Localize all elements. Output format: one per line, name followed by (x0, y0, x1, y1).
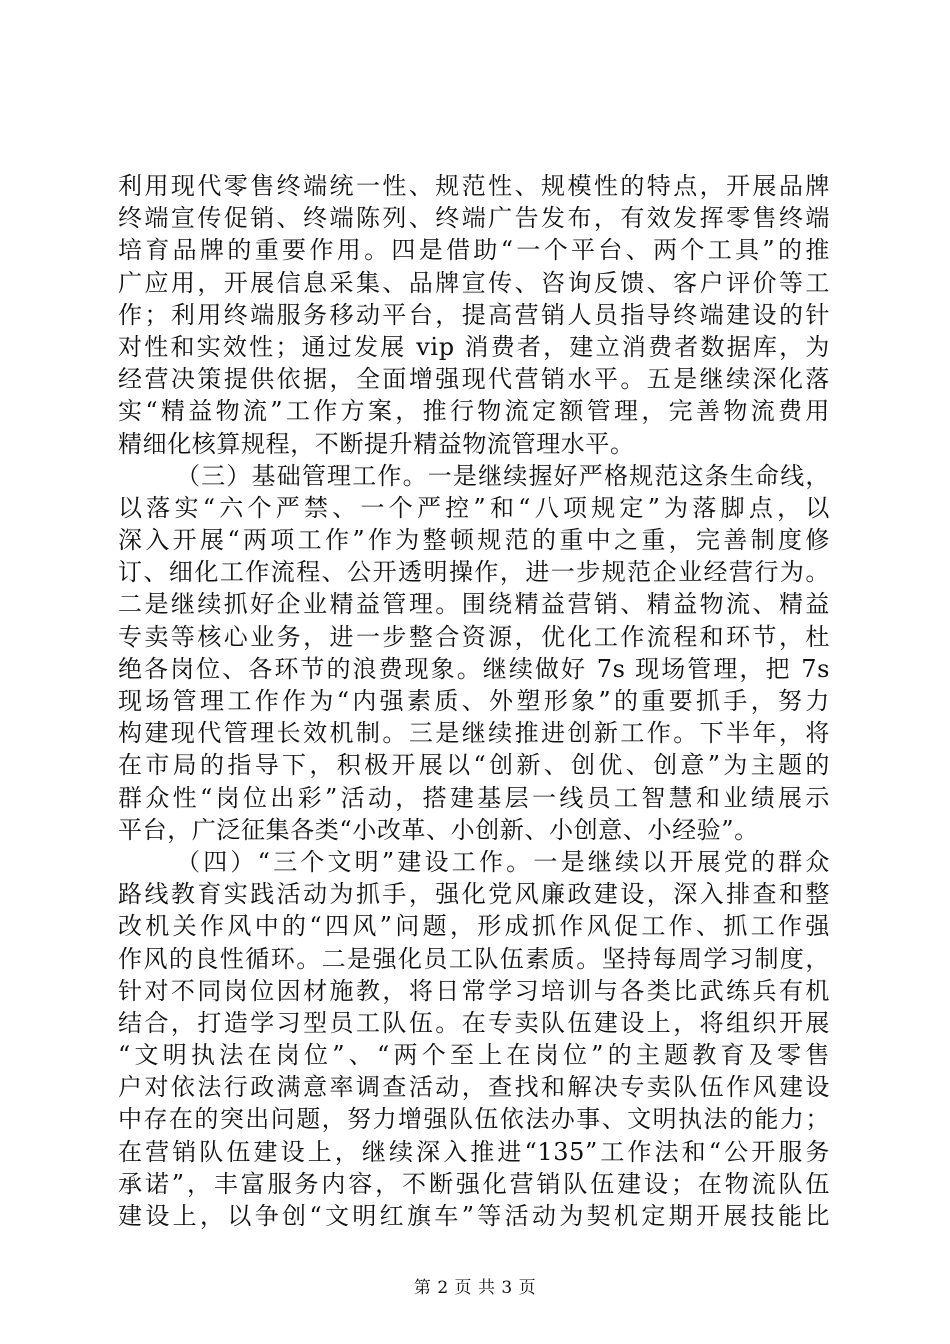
text-line: 改机关作风中的“四风”问题，形成抓作风促工作、抓工作强 (118, 912, 830, 941)
text-line: 以落实“六个严禁、一个严控”和“八项规定”为落脚点，以 (118, 493, 830, 522)
text-line: 绝各岗位、各环节的浪费现象。继续做好 7s 现场管理，把 7s (118, 654, 830, 683)
text-line: 利用现代零售终端统一性、规范性、规模性的特点，开展品牌 (118, 172, 830, 200)
page-number-footer: 第 2 页 共 3 页 (413, 1278, 537, 1298)
text-line: 在营销队伍建设上，继续深入推进“135”工作法和“公开服务 (118, 1137, 830, 1166)
paragraph-heading-line: （四）“三个文明”建设工作。一是继续以开展党的群众 (176, 847, 830, 876)
text-line: 群众性“岗位出彩”活动，搭建基层一线员工智慧和业绩展示 (118, 783, 830, 812)
text-line: 二是继续抓好企业精益管理。围绕精益营销、精益物流、精益 (118, 590, 830, 619)
text-line: “文明执法在岗位”、“两个至上在岗位”的主题教育及零售 (118, 1041, 830, 1070)
text-line: 作；利用终端服务移动平台，提高营销人员指导终端建设的针 (118, 300, 830, 329)
text-line: 现场管理工作作为“内强素质、外塑形象”的重要抓手，努力 (118, 687, 830, 715)
document-body (118, 170, 830, 1232)
text-line: 深入开展“两项工作”作为整顿规范的重中之重，完善制度修 (118, 526, 830, 555)
text-line: 专卖等核心业务，进一步整合资源，优化工作流程和环节，杜 (118, 622, 830, 651)
text-line: 平台，广泛征集各类“小改革、小创新、小创意、小经验”。 (118, 815, 759, 844)
text-line: 精细化核算规程，不断提升精益物流管理水平。 (118, 429, 635, 458)
text-line: 培育品牌的重要作用。四是借助“一个平台、两个工具”的推 (118, 236, 830, 265)
text-line: 终端宣传促销、终端陈列、终端广告发布，有效发挥零售终端 (118, 204, 830, 233)
text-line: 实“精益物流”工作方案，推行物流定额管理，完善物流费用 (118, 397, 830, 426)
text-line: 承诺”，丰富服务内容，不断强化营销队伍建设；在物流队伍 (118, 1169, 830, 1198)
text-line: 结合，打造学习型员工队伍。在专卖队伍建设上，将组织开展 (118, 1008, 830, 1037)
text-line: 路线教育实践活动为抓手，强化党风廉政建设，深入排查和整 (118, 880, 830, 909)
text-line: 广应用，开展信息采集、品牌宣传、咨询反馈、客户评价等工 (118, 268, 830, 297)
text-line: 构建现代管理长效机制。三是继续推进创新工作。下半年，将 (118, 719, 830, 748)
text-line: 作风的良性循环。二是强化员工队伍素质。坚持每周学习制度， (118, 944, 830, 973)
text-line: 针对不同岗位因材施教，将日常学习培训与各类比武练兵有机 (118, 976, 830, 1005)
text-line: 经营决策提供依据，全面增强现代营销水平。五是继续深化落 (118, 365, 830, 394)
text-line: 订、细化工作流程、公开透明操作，进一步规范企业经营行为。 (118, 558, 830, 587)
text-line: 建设上，以争创“文明红旗车”等活动为契机定期开展技能比 (118, 1202, 830, 1230)
paragraph-heading-line: （三）基础管理工作。一是继续握好严格规范这条生命线， (176, 461, 830, 490)
text-line: 中存在的突出问题，努力增强队伍依法办事、文明执法的能力； (118, 1105, 830, 1134)
text-line: 在市局的指导下，积极开展以“创新、创优、创意”为主题的 (118, 751, 830, 780)
text-line: 对性和实效性；通过发展 vip 消费者，建立消费者数据库，为 (118, 332, 830, 361)
text-line: 户对依法行政满意率调查活动，查找和解决专卖队伍作风建设 (118, 1073, 830, 1102)
